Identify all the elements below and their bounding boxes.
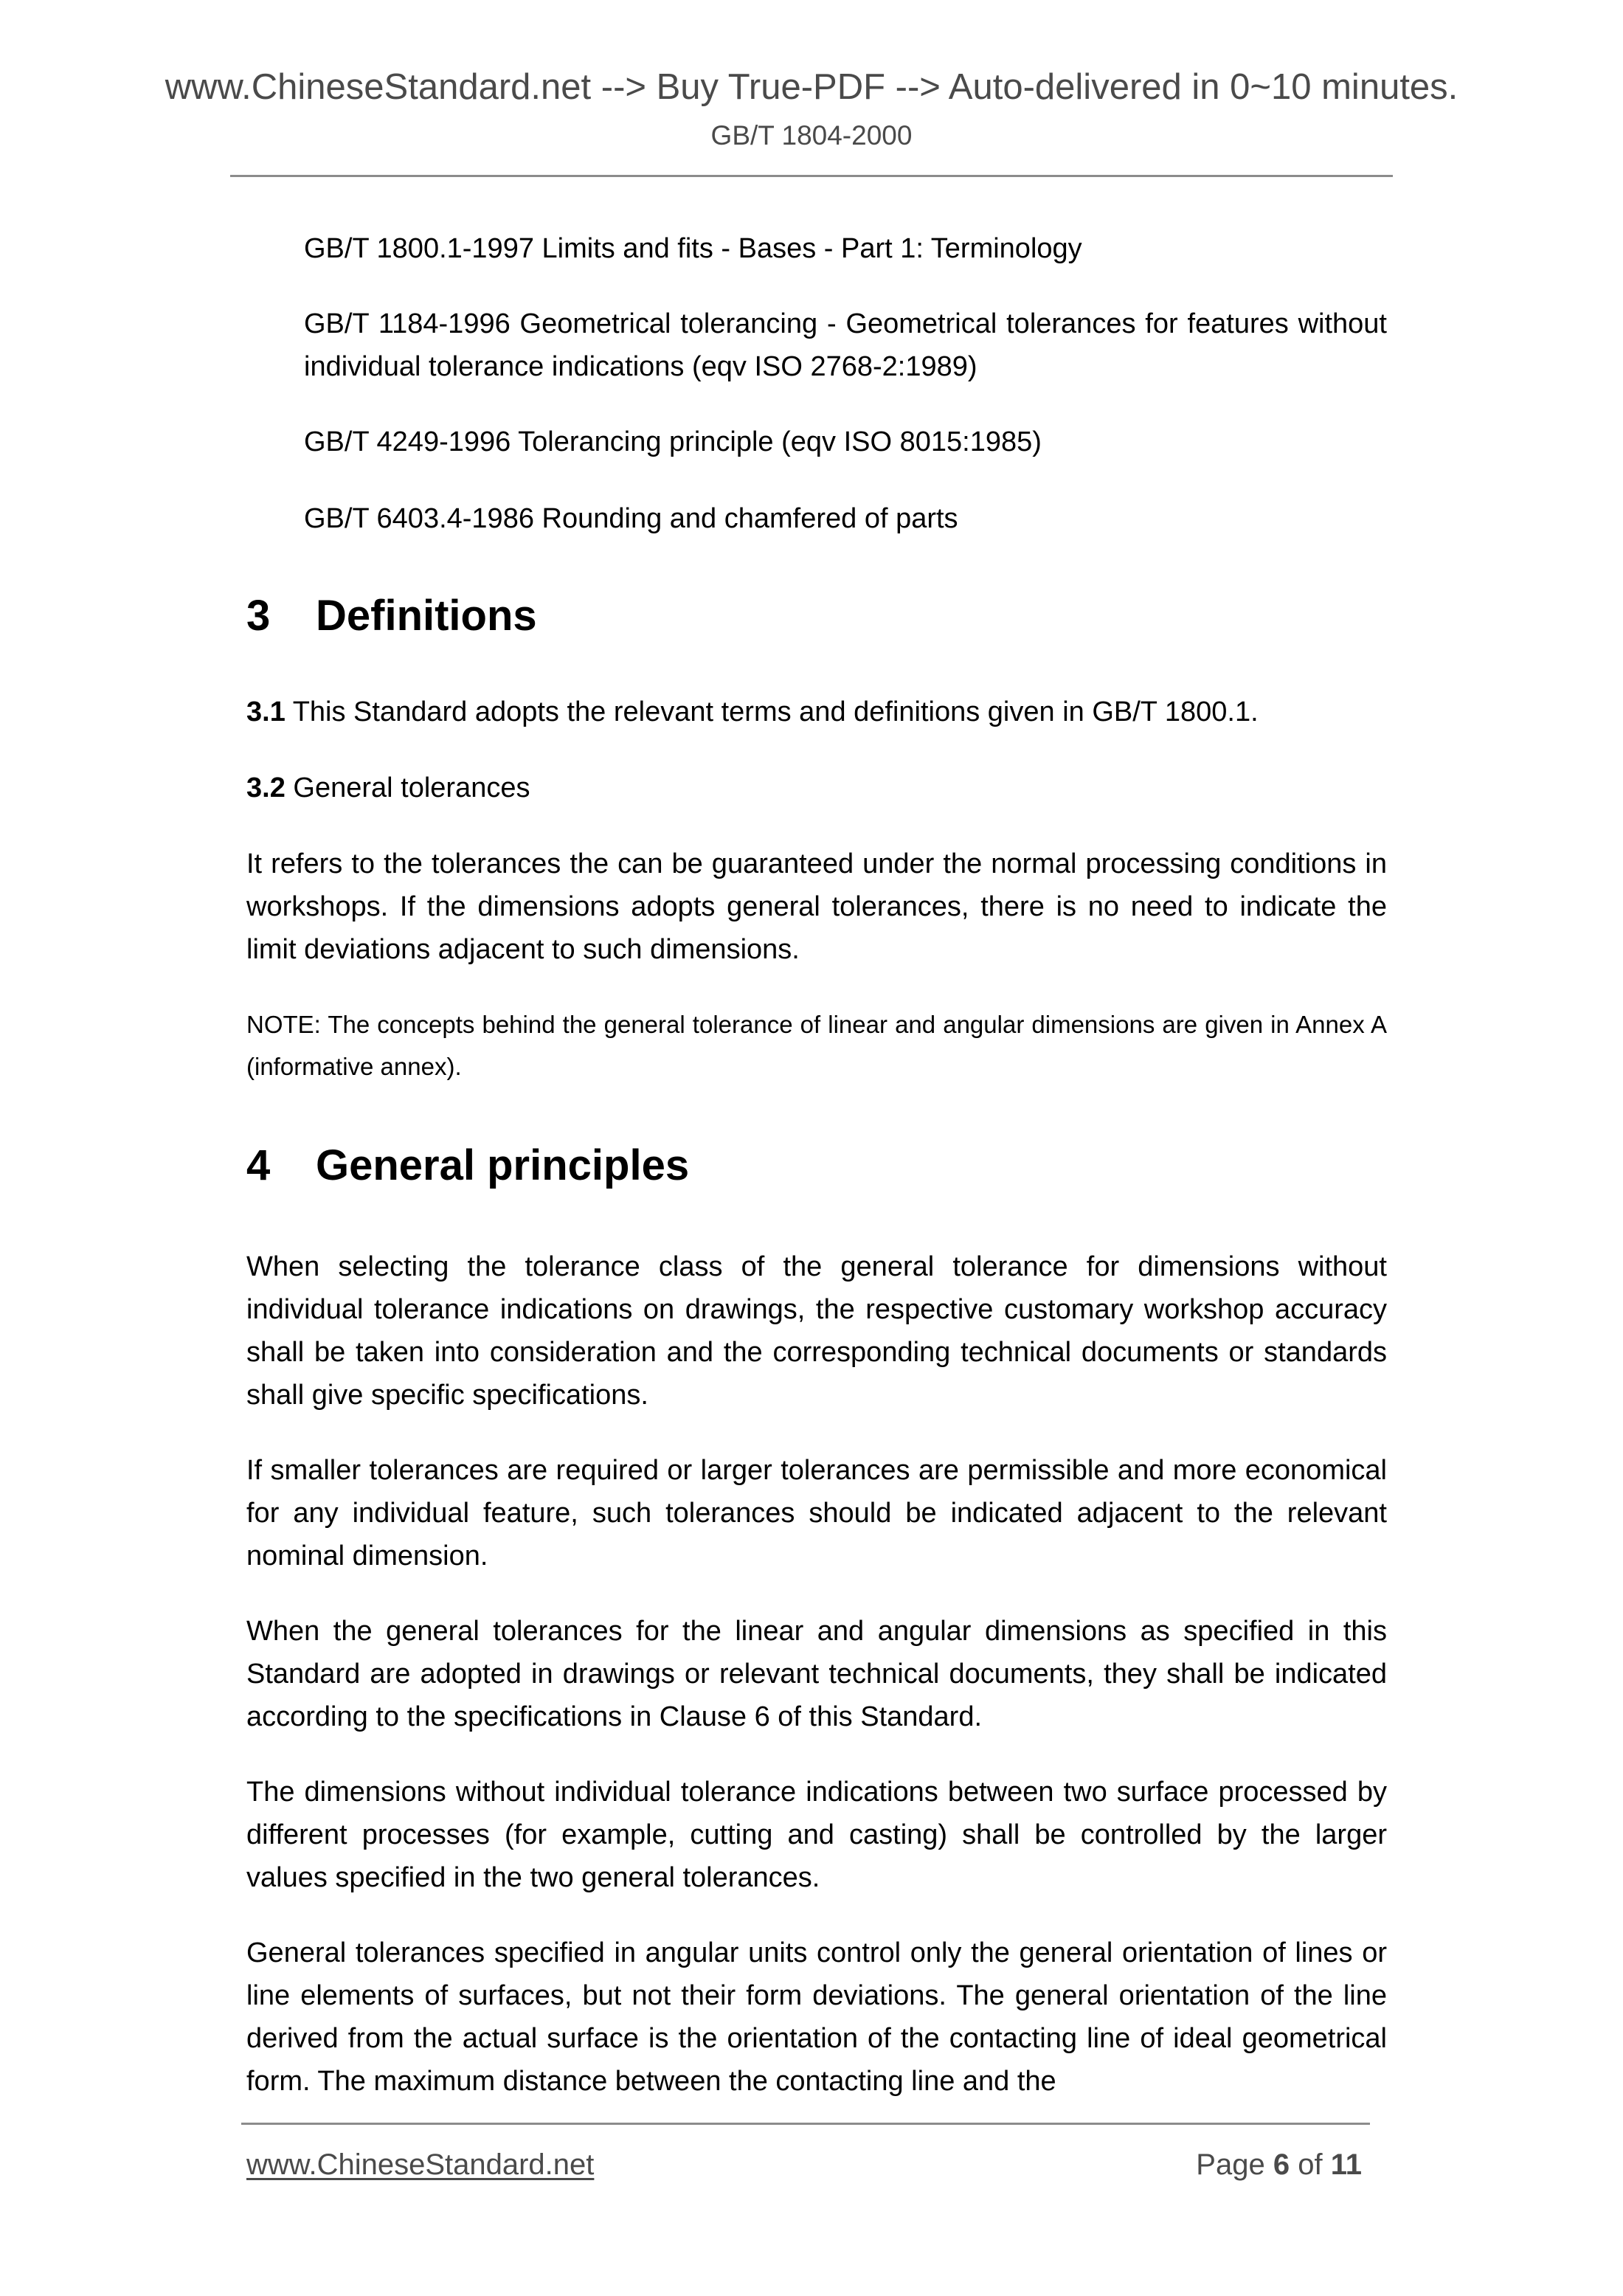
header-banner: www.ChineseStandard.net --> Buy True-PDF --> Auto-delivered in 0~10 minutes. bbox=[165, 67, 1458, 107]
reference-item: GB/T 6403.4-1986 Rounding and chamfered of parts bbox=[304, 503, 958, 534]
body-paragraph: General tolerances specified in angular units control only the general orientation of lines or line elements of surfaces, but not their form deviations. The general orientation of the line derived from the actual surface is the orientation of the contacting line of ideal geometrical form. The maximum distance between the contacting line and the bbox=[246, 1937, 1387, 2097]
page-separator: of bbox=[1298, 2148, 1323, 2181]
note-paragraph: NOTE: The concepts behind the general tolerance of linear and angular dimensions are given in Annex A (informative annex). bbox=[246, 1011, 1387, 1080]
section-number: 4 bbox=[246, 1141, 271, 1189]
section-number: 3 bbox=[246, 592, 271, 640]
clause-number: 3.2 bbox=[246, 772, 286, 803]
clause-text: This Standard adopts the relevant terms and definitions given in GB/T 1800.1. bbox=[292, 696, 1259, 727]
page-indicator bbox=[1196, 2147, 1362, 2182]
section-heading-definitions bbox=[246, 590, 537, 642]
reference-item: GB/T 4249-1996 Tolerancing principle (eqv ISO 8015:1985) bbox=[304, 426, 1042, 457]
section-title: Definitions bbox=[316, 592, 537, 640]
page-total: 11 bbox=[1330, 2148, 1362, 2181]
header-standard-code: GB/T 1804-2000 bbox=[710, 120, 913, 151]
reference-item: GB/T 1184-1996 Geometrical tolerancing - Geometrical tolerances for features without individual tolerance indications (eqv ISO 2768-2:1989) bbox=[304, 308, 1387, 382]
header-divider bbox=[230, 175, 1393, 177]
body-paragraph: The dimensions without individual tolerance indications between two surface processed by different processes (for example, cutting and casting) shall be controlled by the larger values specified in the two general tolerances. bbox=[246, 1777, 1387, 1893]
section-heading-general-principles bbox=[246, 1140, 689, 1192]
body-paragraph: When selecting the tolerance class of the general tolerance for dimensions without individual tolerance indications on drawings, the respective customary workshop accuracy shall be taken into consideration and the corresponding technical documents or standards shall give specific specifications. bbox=[246, 1251, 1387, 1411]
reference-item: GB/T 1800.1-1997 Limits and fits - Bases - Part 1: Terminology bbox=[304, 233, 1082, 264]
clause-3-2-body: It refers to the tolerances the can be guaranteed under the normal processing conditions in workshops. If the dimensions adopts general tolerances, there is no need to indicate the limit deviations adjacent to such dimensions. bbox=[246, 848, 1387, 965]
page-current: 6 bbox=[1273, 2148, 1290, 2181]
body-paragraph: When the general tolerances for the linear and angular dimensions as specified in this Standard are adopted in drawings or relevant technical documents, they shall be indicated according to the specifications in Clause 6 of this Standard. bbox=[246, 1616, 1387, 1732]
clause-3-1 bbox=[246, 691, 1387, 733]
page-label: Page bbox=[1196, 2148, 1265, 2181]
footer-divider bbox=[241, 2123, 1370, 2125]
section-title: General principles bbox=[316, 1141, 690, 1189]
clause-number: 3.1 bbox=[246, 696, 286, 727]
footer-website-link[interactable]: www.ChineseStandard.net bbox=[246, 2148, 595, 2181]
clause-3-2-heading bbox=[246, 767, 1387, 809]
clause-title: General tolerances bbox=[293, 772, 530, 803]
body-paragraph: If smaller tolerances are required or larger tolerances are permissible and more economical for any individual feature, such tolerances should be indicated adjacent to the relevant nominal dimension. bbox=[246, 1455, 1387, 1571]
